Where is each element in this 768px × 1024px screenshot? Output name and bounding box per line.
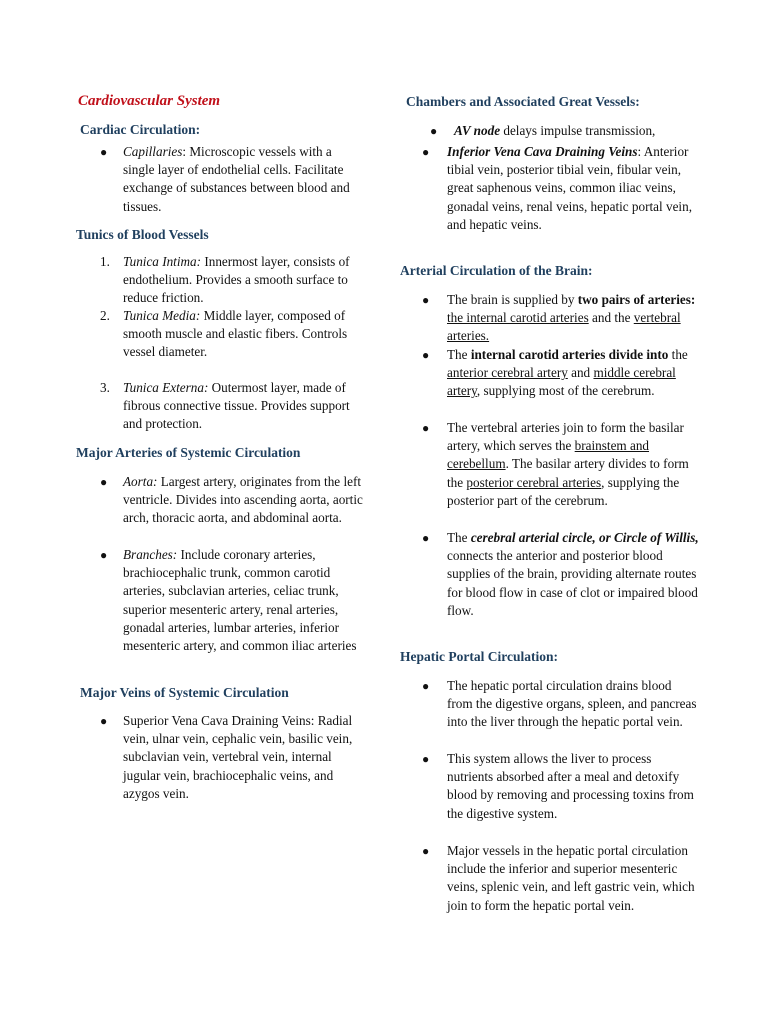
bullet-icon: ● (422, 145, 430, 159)
bullet-icon: ● (422, 531, 430, 545)
document-title: Cardiovascular System (78, 93, 221, 109)
bullet-icon: ● (430, 124, 438, 138)
bullet-icon: ● (422, 348, 430, 362)
bullet-icon: ● (100, 548, 108, 562)
major-arteries-heading: Major Arteries of Systemic Circulation (76, 445, 301, 460)
bullet-icon: ● (422, 752, 430, 766)
cardiac-circulation-heading: Cardiac Circulation: (80, 122, 201, 137)
bullet-icon: ● (100, 714, 108, 728)
hepatic-portal-heading: Hepatic Portal Circulation: (400, 649, 558, 664)
bullet-icon: ● (100, 475, 108, 489)
bullet-icon: ● (422, 293, 430, 307)
major-veins-heading: Major Veins of Systemic Circulation (80, 685, 289, 700)
tunics-heading: Tunics of Blood Vessels (76, 227, 209, 242)
brain-circulation-heading: Arterial Circulation of the Brain: (400, 263, 593, 278)
chambers-heading: Chambers and Associated Great Vessels: (406, 94, 640, 109)
bullet-icon: ● (100, 145, 108, 159)
bullet-icon: ● (422, 421, 430, 435)
bullet-icon: ● (422, 679, 430, 693)
bullet-icon: ● (422, 844, 430, 858)
